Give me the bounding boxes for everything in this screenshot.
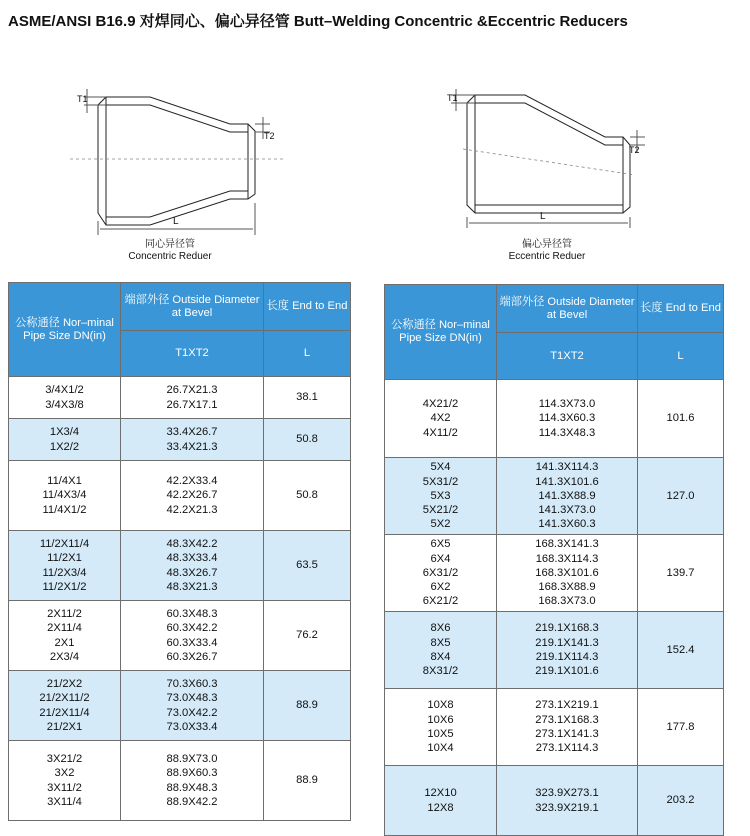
length-cell: 139.7: [638, 535, 724, 612]
outside-diameter-cell: 88.9X73.0 88.9X60.3 88.9X48.3 88.9X42.2: [121, 741, 264, 821]
outside-diameter-cell: 70.3X60.3 73.0X48.3 73.0X42.2 73.0X33.4: [121, 671, 264, 741]
pipe-size-cell: 4X21/2 4X2 4X11/2: [385, 380, 497, 458]
outside-diameter-cell: 273.1X219.1 273.1X168.3 273.1X141.3 273.1X114.3: [497, 689, 638, 766]
table-row: [385, 458, 724, 535]
length-cell: 50.8: [264, 419, 351, 461]
table-row: [385, 766, 724, 836]
table-row: [9, 419, 351, 461]
outside-diameter-cell: 60.3X48.3 60.3X42.2 60.3X33.4 60.3X26.7: [121, 601, 264, 671]
table-row: [385, 689, 724, 766]
concentric-reducer-diagram: [70, 75, 290, 245]
pipe-size-cell: 1X3/4 1X2/2: [9, 419, 121, 461]
table-row: [385, 380, 724, 458]
header-pipe-size: 公称通径 Nor–minal Pipe Size DN(in): [385, 285, 497, 380]
length-cell: 127.0: [638, 458, 724, 535]
length-cell: 88.9: [264, 671, 351, 741]
length-cell: 88.9: [264, 741, 351, 821]
pipe-size-cell: 3X21/2 3X2 3X11/2 3X11/4: [9, 741, 121, 821]
table-row: [9, 461, 351, 531]
header-t1xt2: T1XT2: [497, 333, 638, 380]
outside-diameter-cell: 26.7X21.3 26.7X17.1: [121, 377, 264, 419]
pipe-size-cell: 11/2X11/4 11/2X1 11/2X3/4 11/2X1/2: [9, 531, 121, 601]
outside-diameter-cell: 33.4X26.7 33.4X21.3: [121, 419, 264, 461]
outside-diameter-cell: 48.3X42.2 48.3X33.4 48.3X26.7 48.3X21.3: [121, 531, 264, 601]
table-row: [9, 601, 351, 671]
header-l: L: [264, 331, 351, 377]
length-cell: 50.8: [264, 461, 351, 531]
length-cell: 101.6: [638, 380, 724, 458]
table-row: [9, 377, 351, 419]
page-title: ASME/ANSI B16.9 对焊同心、偏心异径管 Butt–Welding Concentric &Eccentric Reducers: [8, 13, 628, 30]
header-outside-diameter: 端部外径 Outside Diameter at Bevel: [121, 283, 264, 331]
concentric-caption: 同心异径管 Concentric Reduer: [128, 239, 212, 262]
outside-diameter-cell: 323.9X273.1 323.9X219.1: [497, 766, 638, 836]
l-label: L: [173, 216, 179, 227]
right-table-body: [385, 380, 724, 836]
outside-diameter-cell: 168.3X141.3 168.3X114.3 168.3X101.6 168.3X88.9 168.3X73.0: [497, 535, 638, 612]
pipe-size-cell: 11/4X1 11/4X3/4 11/4X1/2: [9, 461, 121, 531]
length-cell: 38.1: [264, 377, 351, 419]
length-cell: 203.2: [638, 766, 724, 836]
length-cell: 152.4: [638, 612, 724, 689]
t1-label: T1: [77, 94, 88, 104]
pipe-size-cell: 12X10 12X8: [385, 766, 497, 836]
length-cell: 76.2: [264, 601, 351, 671]
table-row: [9, 671, 351, 741]
pipe-size-cell: 10X8 10X6 10X5 10X4: [385, 689, 497, 766]
right-spec-table: [384, 284, 724, 836]
outside-diameter-cell: 141.3X114.3 141.3X101.6 141.3X88.9 141.3X73.0 141.3X60.3: [497, 458, 638, 535]
table-row: [9, 531, 351, 601]
outside-diameter-cell: 219.1X168.3 219.1X141.3 219.1X114.3 219.1X101.6: [497, 612, 638, 689]
length-cell: 177.8: [638, 689, 724, 766]
table-row: [9, 741, 351, 821]
pipe-size-cell: 8X6 8X5 8X4 8X31/2: [385, 612, 497, 689]
header-end-to-end: 长度 End to End: [638, 285, 724, 333]
table-row: [385, 612, 724, 689]
length-cell: 63.5: [264, 531, 351, 601]
header-l: L: [638, 333, 724, 380]
table-row: [385, 535, 724, 612]
eccentric-caption: 偏心异径管 Eccentric Reduer: [508, 239, 586, 262]
t1-label: T1: [447, 93, 458, 103]
outside-diameter-cell: 42.2X33.4 42.2X26.7 42.2X21.3: [121, 461, 264, 531]
pipe-size-cell: 2X11/2 2X11/4 2X1 2X3/4: [9, 601, 121, 671]
l-label: L: [540, 211, 546, 222]
left-spec-table: [8, 282, 351, 821]
pipe-size-cell: 6X5 6X4 6X31/2 6X2 6X21/2: [385, 535, 497, 612]
outside-diameter-cell: 114.3X73.0 114.3X60.3 114.3X48.3: [497, 380, 638, 458]
left-table-body: [9, 377, 351, 821]
header-end-to-end: 长度 End to End: [264, 283, 351, 331]
pipe-size-cell: 5X4 5X31/2 5X3 5X21/2 5X2: [385, 458, 497, 535]
pipe-size-cell: 21/2X2 21/2X11/2 21/2X11/4 21/2X1: [9, 671, 121, 741]
pipe-size-cell: 3/4X1/2 3/4X3/8: [9, 377, 121, 419]
t2-label: T2: [629, 145, 640, 155]
t2-label: T2: [264, 131, 275, 141]
header-t1xt2: T1XT2: [121, 331, 264, 377]
eccentric-reducer-diagram: [445, 85, 655, 245]
header-pipe-size: 公称通径 Nor–minal Pipe Size DN(in): [9, 283, 121, 377]
header-outside-diameter: 端部外径 Outside Diameter at Bevel: [497, 285, 638, 333]
